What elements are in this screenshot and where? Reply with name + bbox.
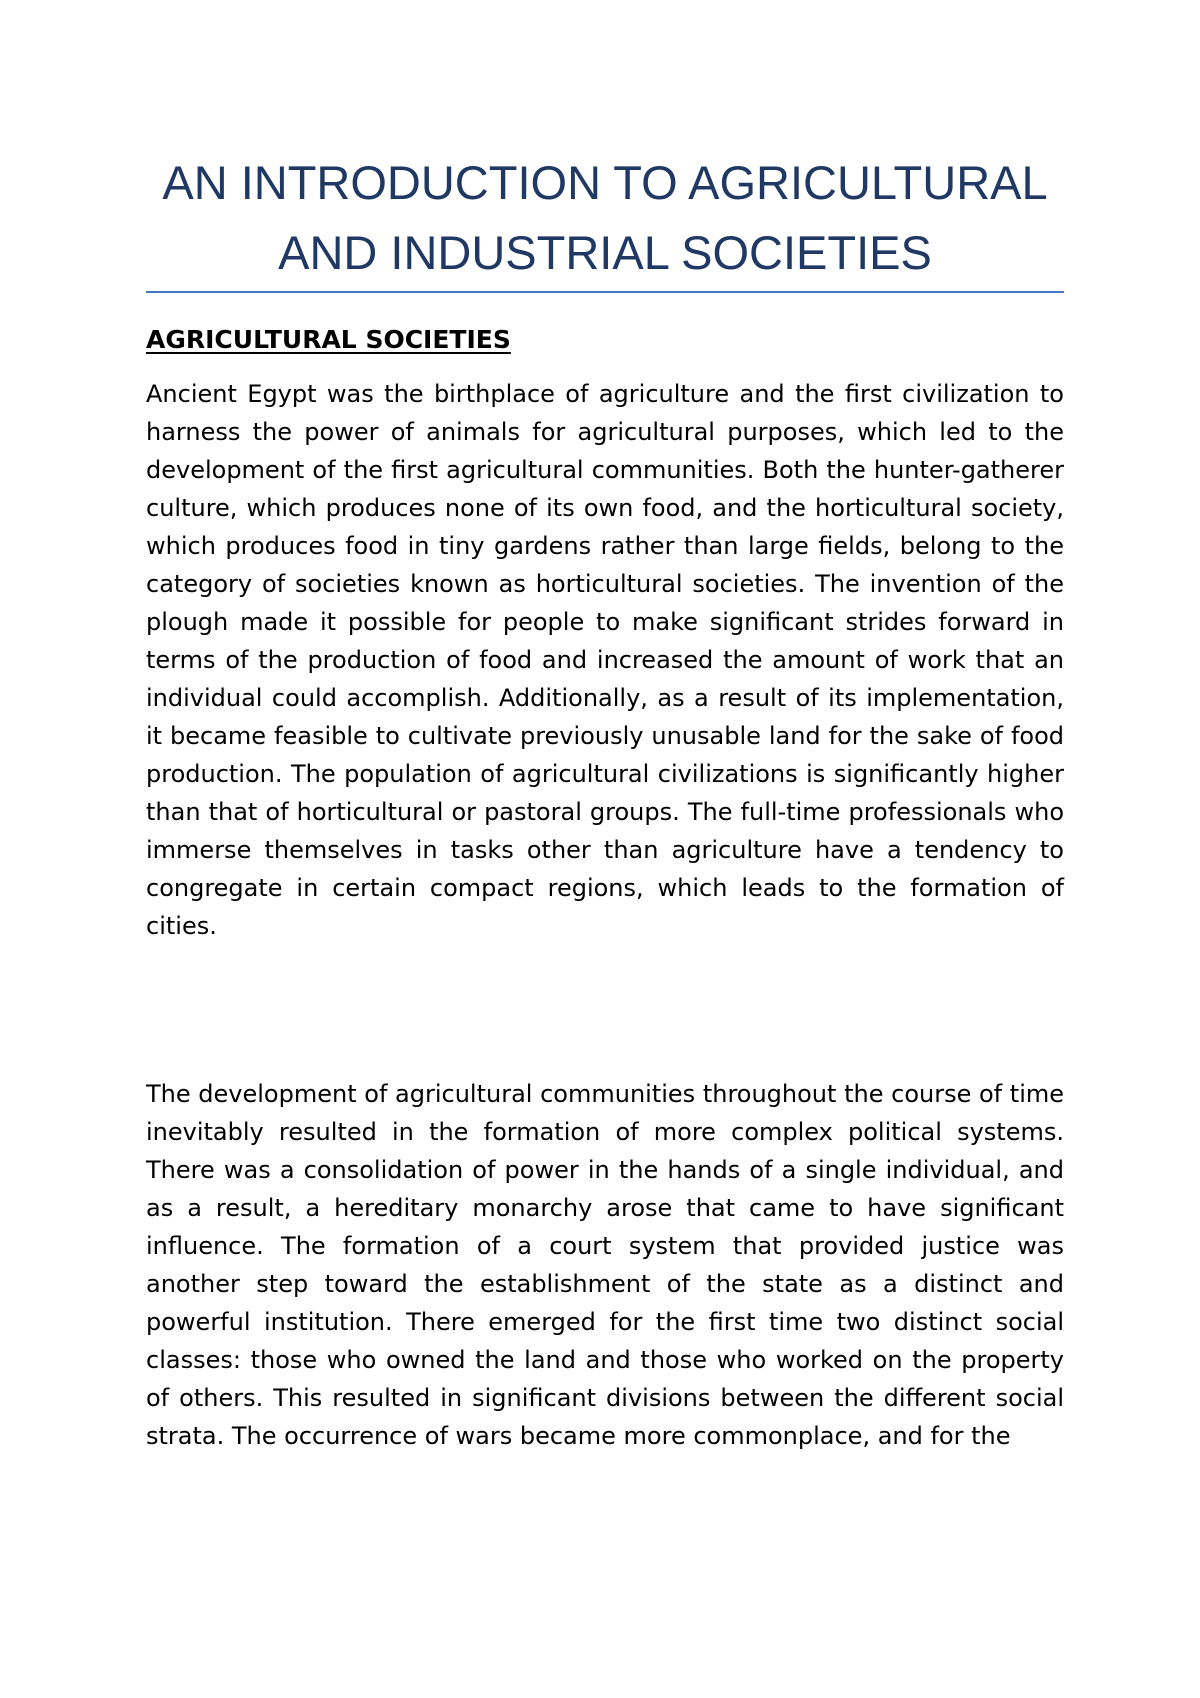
document-title: AN INTRODUCTION TO AGRICULTURAL AND INDUSTRIAL SOCIETIES bbox=[162, 156, 1048, 279]
paragraph-1: Ancient Egypt was the birthplace of agriculture and the first civilization to harness the power of animals for agricultural purposes, which led to the development of the first agricultural communities. Both the hunter-gatherer culture, which produces none of its own food, and the horticultural society, which produces food in tiny gardens rather than large fields, belong to the category of societies known as horticultural societies. The invention of the plough made it possible for people to make significant strides forward in terms of the production of food and increased the amount of work that an individual could accomplish. Additionally, as a result of its implementation, it became feasible to cultivate previously unusable land for the sake of food production. The population of agricultural civilizations is significantly higher than that of horticultural or pastoral groups. The full-time professionals who immerse themselves in tasks other than agriculture have a tendency to congregate in certain compact regions, which leads to the formation of cities. bbox=[146, 380, 1064, 940]
paragraph-2: The development of agricultural communities throughout the course of time inevitably resulted in the formation of more complex political systems. There was a consolidation of power in the hands of a single individual, and as a result, a hereditary monarchy arose that came to have significant influence. The formation of a court system that provided justice was another step toward the establishment of the state as a distinct and powerful institution. There emerged for the first time two distinct social classes: those who owned the land and those who worked on the property of others. This resulted in significant divisions between the different social strata. The occurrence of wars became more commonplace, and for the bbox=[146, 1080, 1064, 1450]
section-heading: AGRICULTURAL SOCIETIES bbox=[146, 325, 511, 354]
title-divider bbox=[146, 291, 1064, 293]
